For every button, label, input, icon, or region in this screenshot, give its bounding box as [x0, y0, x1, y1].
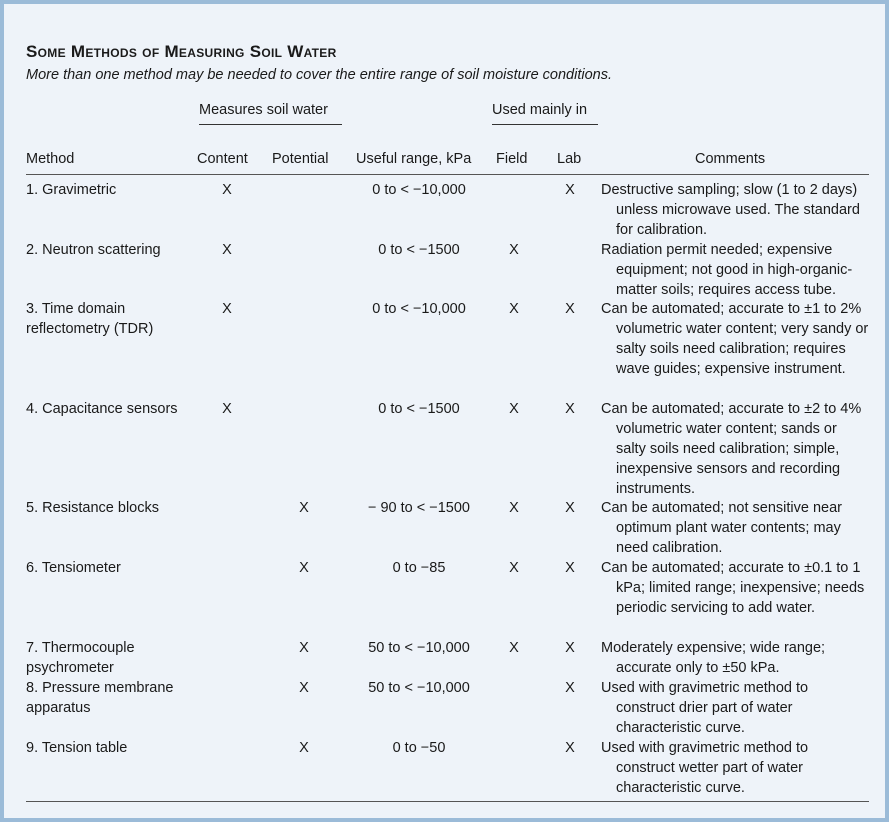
col-header-range: Useful range, kPa [356, 151, 472, 167]
row-8-comments-cell: Used with gravimetric method to construct drier part of water characteristic curve. [601, 680, 809, 736]
row-5-range-cell: − 90 to < −1500 [368, 500, 470, 516]
table-subtitle: More than one method may be needed to cover the entire range of soil moisture conditions. [26, 67, 612, 83]
row-6-field-cell: X [509, 560, 519, 576]
row-9-potential-cell: X [299, 740, 309, 756]
row-5-method-cell: 5. Resistance blocks [26, 500, 159, 516]
row-5-lab-cell: X [565, 500, 575, 516]
row-9-method-cell: 9. Tension table [26, 740, 128, 756]
row-1-lab-cell: X [565, 182, 575, 198]
row-8-range-cell: 50 to < −10,000 [368, 680, 470, 696]
row-5-field-cell: X [509, 500, 519, 516]
row-6-comments-cell: Can be automated; accurate to ±0.1 to 1 kPa; limited range; inexpensive; needs periodic servicing to add water. [601, 560, 865, 616]
row-3-lab-cell: X [565, 301, 575, 317]
row-4-content-cell: X [222, 401, 232, 417]
row-3-content-cell: X [222, 301, 232, 317]
row-9-comments-cell: Used with gravimetric method to construct wetter part of water characteristic curve. [601, 740, 809, 796]
row-2-field-cell: X [509, 242, 519, 258]
row-3-range-cell: 0 to < −10,000 [372, 301, 466, 317]
row-8-lab-cell: X [565, 680, 575, 696]
row-4-range-cell: 0 to < −1500 [378, 401, 460, 417]
col-header-field: Field [496, 151, 528, 167]
group-header-measures: Measures soil water [199, 102, 342, 125]
row-6-lab-cell: X [565, 560, 575, 576]
row-9-lab-cell: X [565, 740, 575, 756]
row-8-potential-cell: X [299, 680, 309, 696]
table-title: Some Methods of Measuring Soil Water [26, 42, 337, 61]
row-1-content-cell: X [222, 182, 232, 198]
row-1-range-cell: 0 to < −10,000 [372, 182, 466, 198]
row-4-method-cell: 4. Capacitance sensors [26, 401, 178, 417]
col-header-potential: Potential [272, 151, 329, 167]
row-3-method-cell: 3. Time domain reflectometry (TDR) [26, 301, 154, 337]
row-7-potential-cell: X [299, 640, 309, 656]
row-3-comments-cell: Can be automated; accurate to ±1 to 2% volumetric water content; very sandy or salty soils need calibration; requires wave guides; expensive instrument. [601, 301, 869, 377]
row-7-field-cell: X [509, 640, 519, 656]
col-header-content: Content [197, 151, 248, 167]
row-2-comments-cell: Radiation permit needed; expensive equipment; not good in high-organic-matter soils; requires access tube. [601, 242, 853, 298]
row-6-method-cell: 6. Tensiometer [26, 560, 121, 576]
row-6-potential-cell: X [299, 560, 309, 576]
row-4-field-cell: X [509, 401, 519, 417]
row-7-method-cell: 7. Thermocouple psychrometer [26, 640, 135, 676]
row-4-comments-cell: Can be automated; accurate to ±2 to 4% volumetric water content; sands or salty soils need calibration; simple, inexpensive sensors and recording instruments. [601, 401, 862, 497]
row-4-lab-cell: X [565, 401, 575, 417]
row-9-range-cell: 0 to −50 [392, 740, 446, 756]
row-2-content-cell: X [222, 242, 232, 258]
row-2-range-cell: 0 to < −1500 [378, 242, 460, 258]
col-header-method: Method [26, 151, 75, 167]
row-3-field-cell: X [509, 301, 519, 317]
group-header-used: Used mainly in [492, 102, 598, 125]
header-rule [26, 174, 869, 175]
row-6-range-cell: 0 to −85 [392, 560, 446, 576]
row-7-range-cell: 50 to < −10,000 [368, 640, 470, 656]
row-5-comments-cell: Can be automated; not sensitive near optimum plant water contents; may need calibration. [601, 500, 843, 556]
col-header-lab: Lab [557, 151, 582, 167]
row-7-comments-cell: Moderately expensive; wide range; accurate only to ±50 kPa. [601, 640, 826, 676]
row-1-comments-cell: Destructive sampling; slow (1 to 2 days) unless microwave used. The standard for calibration. [601, 182, 860, 238]
row-8-method-cell: 8. Pressure membrane apparatus [26, 680, 174, 716]
row-2-method-cell: 2. Neutron scattering [26, 242, 161, 258]
bottom-rule [26, 801, 869, 802]
row-7-lab-cell: X [565, 640, 575, 656]
row-5-potential-cell: X [299, 500, 309, 516]
row-1-method-cell: 1. Gravimetric [26, 182, 117, 198]
col-header-comments: Comments [695, 151, 766, 167]
